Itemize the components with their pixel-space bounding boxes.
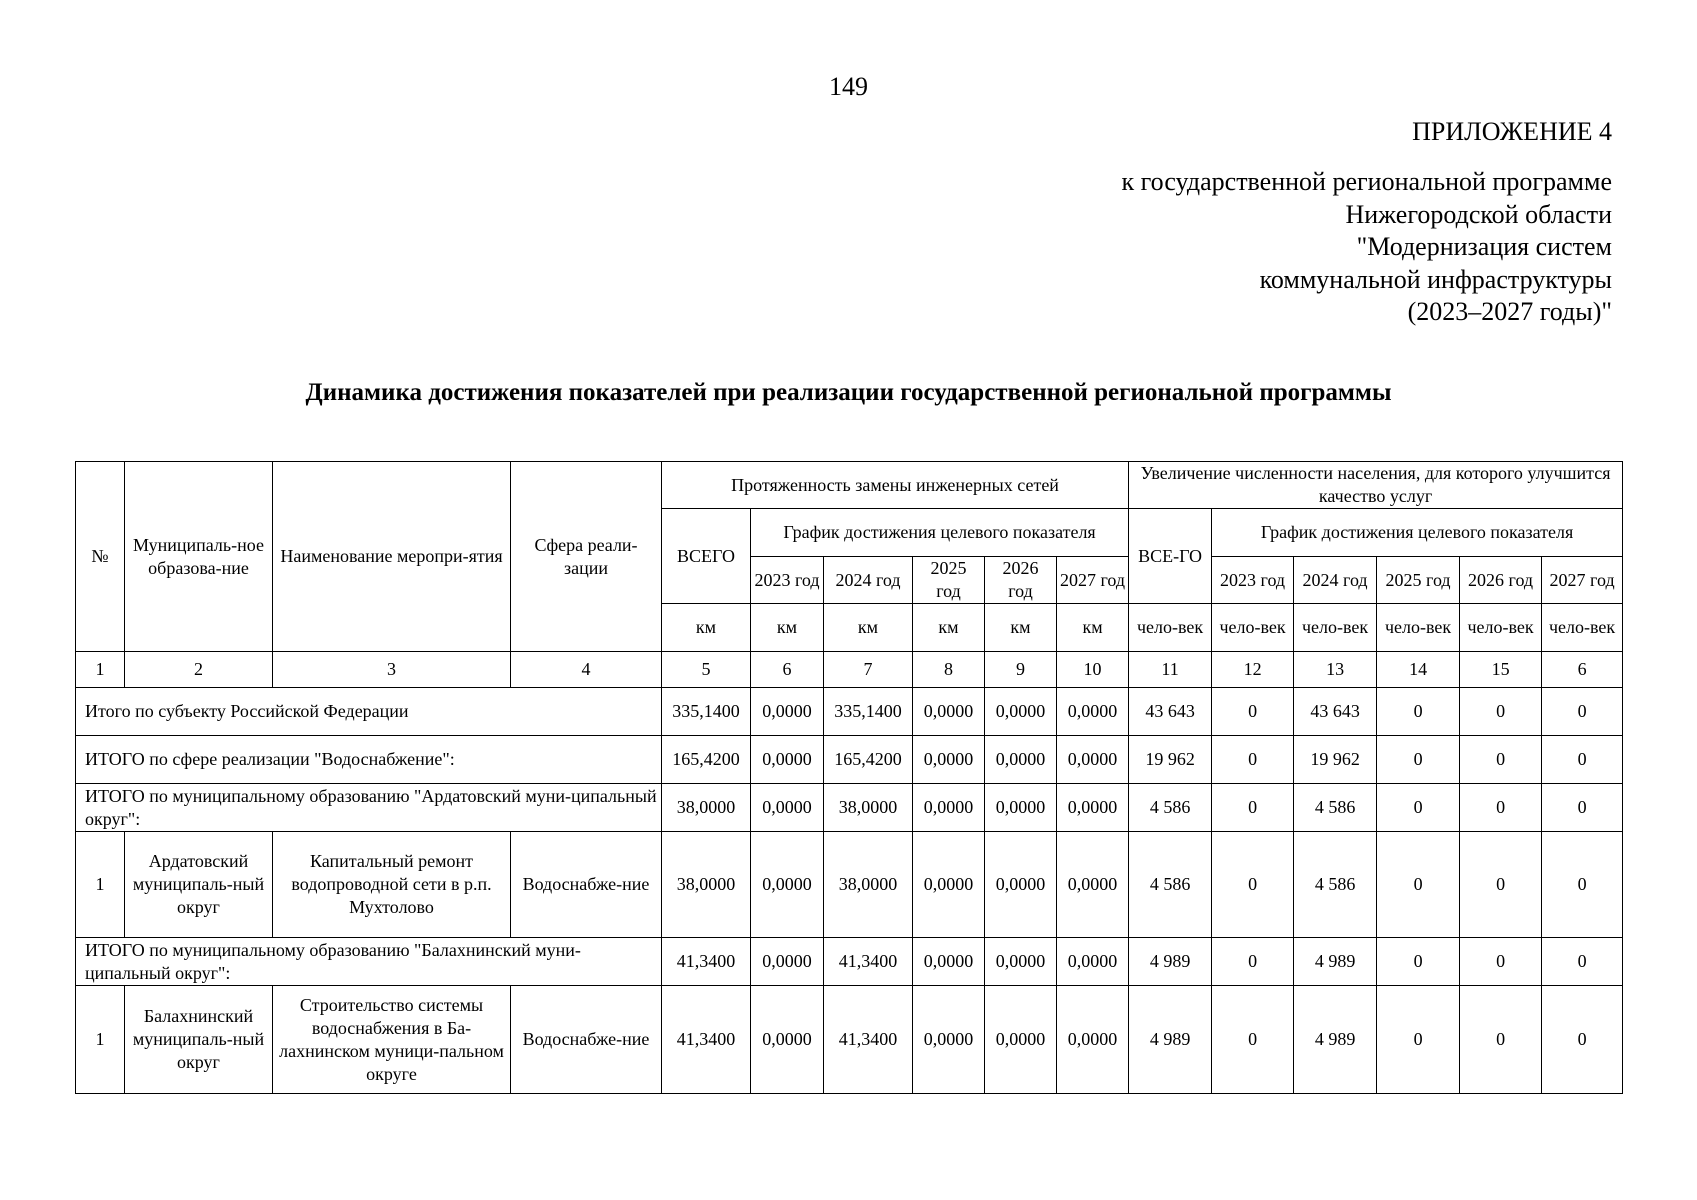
table-row [76, 986, 1623, 1094]
table-cell: 0 [1377, 736, 1460, 784]
unit-people: чело-век [1212, 604, 1294, 652]
table-cell: 0 [1460, 938, 1542, 986]
column-number: 4 [511, 652, 662, 688]
table-cell: 0,0000 [913, 986, 985, 1094]
summary-label: Итого по субъекту Российской Федерации [76, 688, 662, 736]
column-number: 9 [985, 652, 1057, 688]
summary-label: ИТОГО по сфере реализации "Водоснабжение": [76, 736, 662, 784]
column-number-row [76, 652, 1623, 688]
table-cell: 0,0000 [913, 938, 985, 986]
row-municipality: Балахнинский муниципаль-ный округ [125, 986, 273, 1094]
unit-people: чело-век [1294, 604, 1377, 652]
table-cell: 0,0000 [751, 784, 824, 832]
header-total-km: ВСЕГО [662, 509, 751, 604]
table-cell: 38,0000 [824, 832, 913, 938]
appendix-line: (2023–2027 годы)" [1407, 297, 1612, 326]
table-cell: 43 643 [1294, 688, 1377, 736]
table-cell: 19 962 [1294, 736, 1377, 784]
appendix-title: ПРИЛОЖЕНИЕ 4 [1412, 117, 1612, 146]
table-cell: 0,0000 [751, 986, 824, 1094]
unit-people: чело-век [1542, 604, 1623, 652]
column-number: 12 [1212, 652, 1294, 688]
appendix-reference [1122, 166, 1612, 329]
header-sphere: Сфера реали-зации [511, 462, 662, 652]
table-row [76, 832, 1623, 938]
table-cell: 38,0000 [662, 832, 751, 938]
table-cell: 0 [1212, 938, 1294, 986]
table-cell: 0 [1212, 688, 1294, 736]
table-cell: 0,0000 [913, 784, 985, 832]
table-cell: 165,4200 [662, 736, 751, 784]
table-cell: 4 989 [1129, 938, 1212, 986]
column-number: 5 [662, 652, 751, 688]
table-cell: 0,0000 [751, 832, 824, 938]
summary-row [76, 736, 1623, 784]
table-cell: 335,1400 [662, 688, 751, 736]
appendix-line: к государственной региональной программе [1121, 167, 1612, 196]
table-cell: 4 586 [1294, 832, 1377, 938]
appendix-line: "Модернизация систем [1356, 232, 1612, 261]
header-year: 2023 год [751, 557, 824, 604]
summary-label: ИТОГО по муниципальному образованию "Ардатовский муни-ципальный округ": [76, 784, 662, 832]
table-cell: 0 [1542, 736, 1623, 784]
table-cell: 0,0000 [913, 688, 985, 736]
table-cell: 0 [1460, 736, 1542, 784]
header-row [76, 462, 1623, 509]
table-cell: 0,0000 [985, 784, 1057, 832]
table-cell: 0 [1377, 938, 1460, 986]
table-cell: 0,0000 [913, 736, 985, 784]
table-cell: 0 [1212, 784, 1294, 832]
row-event: Строительство системы водоснабжения в Ба-лахнинском муници-пальном округе [273, 986, 511, 1094]
table-cell: 0,0000 [913, 832, 985, 938]
column-number: 15 [1460, 652, 1542, 688]
table-cell: 0 [1460, 832, 1542, 938]
table-cell: 0 [1460, 784, 1542, 832]
table-cell: 0,0000 [1057, 832, 1129, 938]
column-number: 11 [1129, 652, 1212, 688]
unit-km: км [662, 604, 751, 652]
header-year: 2027 год [1542, 557, 1623, 604]
header-year: 2027 год [1057, 557, 1129, 604]
header-year: 2026 год [985, 557, 1057, 604]
table-cell: 0,0000 [1057, 784, 1129, 832]
table-cell: 0,0000 [1057, 938, 1129, 986]
table-cell: 0 [1542, 938, 1623, 986]
table-cell: 4 989 [1129, 986, 1212, 1094]
table-cell: 0 [1460, 986, 1542, 1094]
row-sphere: Водоснабже-ние [511, 832, 662, 938]
table-cell: 41,3400 [824, 938, 913, 986]
table-cell: 0 [1377, 986, 1460, 1094]
table-cell: 38,0000 [662, 784, 751, 832]
table-cell: 0,0000 [985, 986, 1057, 1094]
column-number: 13 [1294, 652, 1377, 688]
table-cell: 165,4200 [824, 736, 913, 784]
header-no: № [76, 462, 125, 652]
header-networks-group: Протяженность замены инженерных сетей [662, 462, 1129, 509]
header-year: 2023 год [1212, 557, 1294, 604]
table-cell: 0,0000 [1057, 736, 1129, 784]
header-total-people: ВСЕ-ГО [1129, 509, 1212, 604]
appendix-line: коммунальной инфраструктуры [1259, 264, 1612, 294]
table-cell: 41,3400 [662, 986, 751, 1094]
table-cell: 0 [1542, 832, 1623, 938]
appendix-line: Нижегородской области [1345, 199, 1612, 229]
table-cell: 0 [1377, 784, 1460, 832]
unit-km: км [985, 604, 1057, 652]
row-number: 1 [76, 832, 125, 938]
header-year: 2026 год [1460, 557, 1542, 604]
table-cell: 0,0000 [985, 938, 1057, 986]
header-year: 2025 год [1377, 557, 1460, 604]
row-municipality: Ардатовский муниципаль-ный округ [125, 832, 273, 938]
table-cell: 4 586 [1294, 784, 1377, 832]
column-number: 7 [824, 652, 913, 688]
table-cell: 335,1400 [824, 688, 913, 736]
table-cell: 41,3400 [824, 986, 913, 1094]
table-cell: 43 643 [1129, 688, 1212, 736]
row-event: Капитальный ремонт водопроводной сети в р.п. Мухтолово [273, 832, 511, 938]
unit-km: км [751, 604, 824, 652]
table-cell: 0 [1542, 688, 1623, 736]
column-number: 14 [1377, 652, 1460, 688]
column-number: 6 [1542, 652, 1623, 688]
header-year: 2024 год [1294, 557, 1377, 604]
table-cell: 4 586 [1129, 784, 1212, 832]
summary-row [76, 938, 1623, 986]
table-cell: 0,0000 [985, 688, 1057, 736]
header-year: 2025 год [913, 557, 985, 604]
unit-people: чело-век [1129, 604, 1212, 652]
unit-km: км [824, 604, 913, 652]
column-number: 6 [751, 652, 824, 688]
table-cell: 0,0000 [985, 736, 1057, 784]
summary-label: ИТОГО по муниципальному образованию "Балахнинский муни-ципальный округ": [76, 938, 662, 986]
page-number: 149 [829, 72, 868, 101]
unit-people: чело-век [1377, 604, 1460, 652]
row-sphere: Водоснабже-ние [511, 986, 662, 1094]
header-population-group: Увеличение численности населения, для которого улучшится качество услуг [1129, 462, 1623, 509]
column-number: 10 [1057, 652, 1129, 688]
indicators-table [75, 461, 1623, 1094]
header-municipality: Муниципаль-ное образова-ние [125, 462, 273, 652]
table-cell: 0,0000 [751, 938, 824, 986]
table-cell: 0,0000 [1057, 688, 1129, 736]
table-cell: 0 [1377, 688, 1460, 736]
table-cell: 0,0000 [985, 832, 1057, 938]
unit-people: чело-век [1460, 604, 1542, 652]
table-cell: 4 586 [1129, 832, 1212, 938]
table-cell: 0 [1212, 832, 1294, 938]
table-cell: 0,0000 [1057, 986, 1129, 1094]
table-cell: 41,3400 [662, 938, 751, 986]
table-cell: 0 [1542, 986, 1623, 1094]
table-cell: 38,0000 [824, 784, 913, 832]
table-cell: 0 [1460, 688, 1542, 736]
header-event: Наименование меропри-ятия [273, 462, 511, 652]
header-schedule-km: График достижения целевого показателя [751, 509, 1129, 557]
row-number: 1 [76, 986, 125, 1094]
document-title: Динамика достижения показателей при реализации государственной региональной программы [305, 379, 1392, 406]
table-cell: 19 962 [1129, 736, 1212, 784]
column-number: 1 [76, 652, 125, 688]
table-cell: 0 [1212, 986, 1294, 1094]
table-cell: 4 989 [1294, 938, 1377, 986]
unit-km: км [913, 604, 985, 652]
table-cell: 0 [1542, 784, 1623, 832]
table-cell: 0 [1212, 736, 1294, 784]
header-year: 2024 год [824, 557, 913, 604]
column-number: 8 [913, 652, 985, 688]
summary-row [76, 688, 1623, 736]
table-cell: 0,0000 [751, 688, 824, 736]
unit-km: км [1057, 604, 1129, 652]
column-number: 2 [125, 652, 273, 688]
table-cell: 0 [1377, 832, 1460, 938]
table-cell: 0,0000 [751, 736, 824, 784]
summary-row [76, 784, 1623, 832]
header-schedule-people: График достижения целевого показателя [1212, 509, 1623, 557]
column-number: 3 [273, 652, 511, 688]
table-cell: 4 989 [1294, 986, 1377, 1094]
